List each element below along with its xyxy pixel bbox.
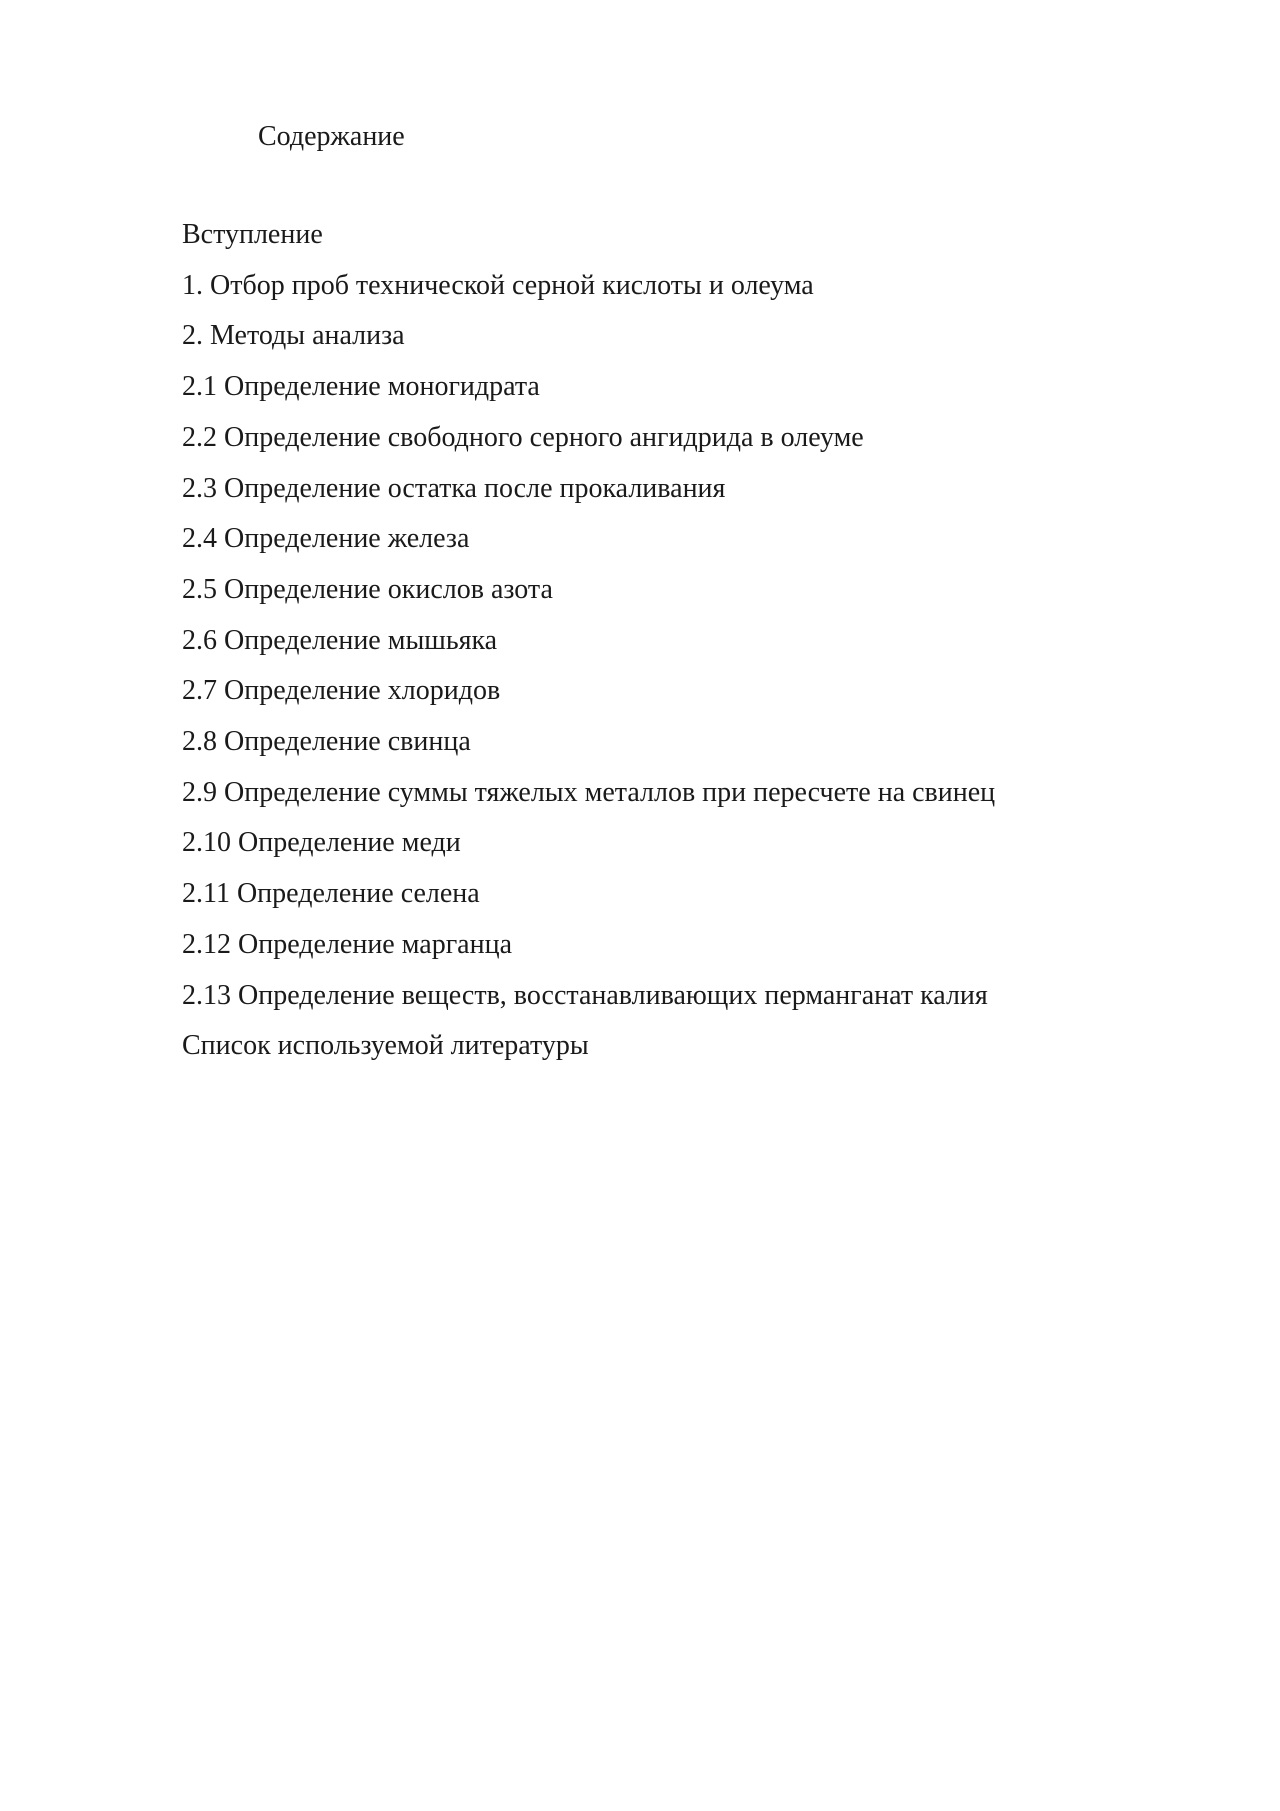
toc-item-2-8: 2.8 Определение свинца xyxy=(182,726,471,758)
toc-item-2-13: 2.13 Определение веществ, восстанавливающих перманганат калия xyxy=(182,979,988,1011)
toc-item-introduction: Вступление xyxy=(182,219,323,250)
toc-item-2-3: 2.3 Определение остатка после прокаливания xyxy=(182,472,726,504)
toc-item-2-5: 2.5 Определение окислов азота xyxy=(182,573,553,605)
toc-item-2-12: 2.12 Определение марганца xyxy=(182,928,512,960)
toc-item-2-4: 2.4 Определение железа xyxy=(182,523,470,555)
toc-item-2: 2. Методы анализа xyxy=(182,320,405,352)
page-title: Содержание xyxy=(258,121,405,152)
toc-item-2-2: 2.2 Определение свободного серного ангидрида в олеуме xyxy=(182,421,864,453)
table-of-contents xyxy=(182,210,995,1072)
toc-item-2-1: 2.1 Определение моногидрата xyxy=(182,371,540,403)
toc-item-2-11: 2.11 Определение селена xyxy=(182,878,480,910)
toc-item-1: 1. Отбор проб технической серной кислоты и олеума xyxy=(182,269,814,301)
toc-item-2-9: 2.9 Определение суммы тяжелых металлов при пересчете на свинец xyxy=(182,776,996,808)
toc-item-2-7: 2.7 Определение хлоридов xyxy=(182,675,501,707)
toc-item-2-6: 2.6 Определение мышьяка xyxy=(182,624,498,656)
toc-item-references: Список используемой литературы xyxy=(182,1030,589,1062)
toc-item-2-10: 2.10 Определение меди xyxy=(182,827,461,859)
